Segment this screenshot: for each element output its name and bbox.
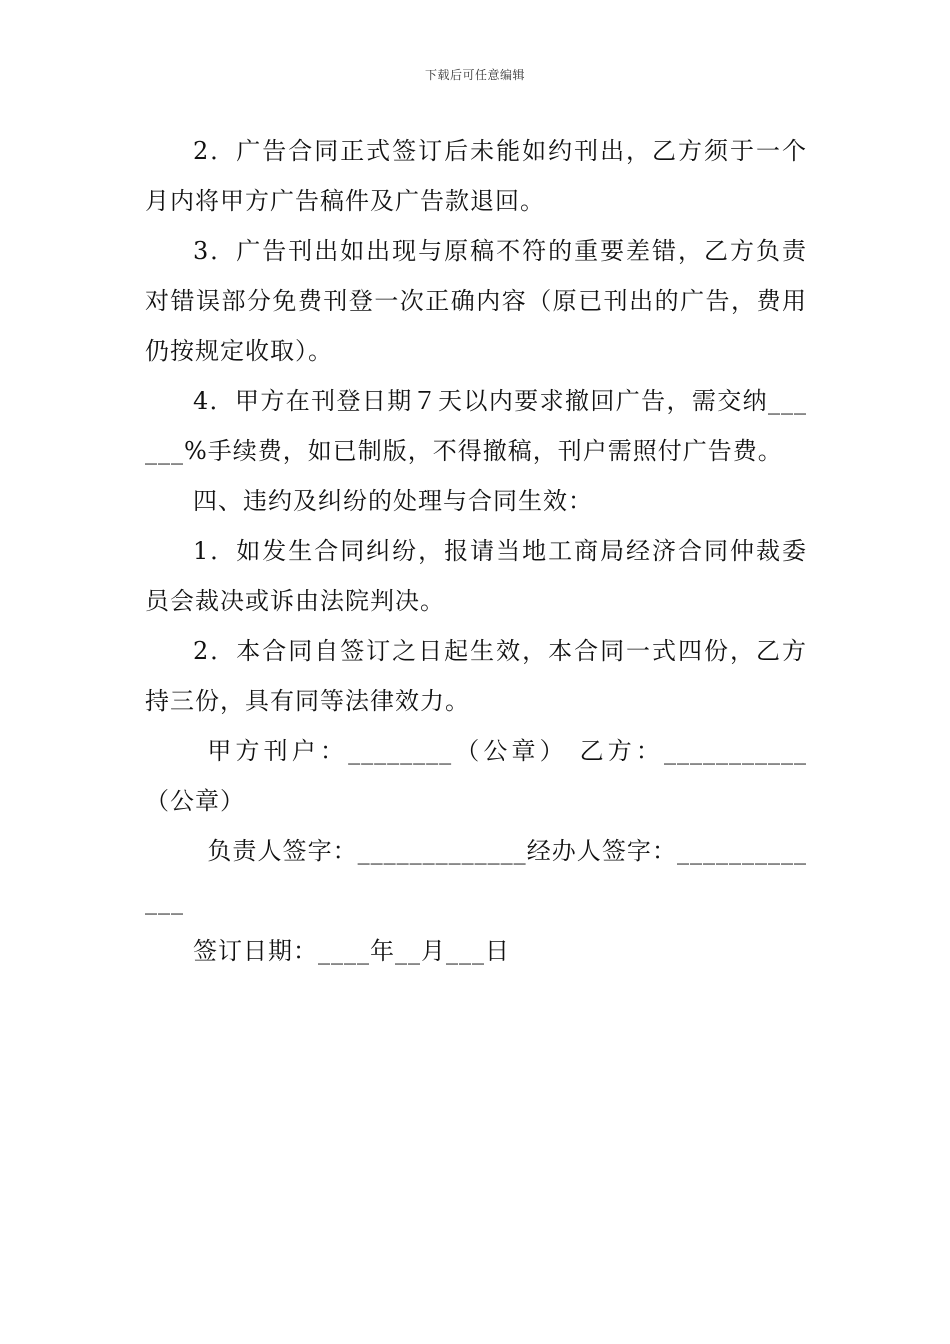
party-seal-line: 甲方刊户：________（公章） 乙方：___________（公章） <box>145 737 807 815</box>
clause-3-2: 2．广告合同正式签订后未能如约刊出，乙方须于一个月内将甲方广告稿件及广告款退回。 <box>145 137 807 215</box>
contract-body <box>145 126 807 976</box>
section-4-heading: 四、违约及纠纷的处理与合同生效： <box>193 487 593 515</box>
clause-3-3: 3．广告刊出如出现与原稿不符的重要差错，乙方负责对错误部分免费刊登一次正确内容（原已刊出的广告，费用仍按规定收取）。 <box>145 237 807 365</box>
signature-line: 负责人签字：_____________经办人签字：_____________ <box>145 837 807 915</box>
clause-4-1: 1．如发生合同纠纷，报请当地工商局经济合同仲裁委员会裁决或诉由法院判决。 <box>145 537 807 615</box>
clause-3-4: 4．甲方在刊登日期７天以内要求撤回广告，需交纳______%手续费，如已制版，不得撤稿，刊户需照付广告费。 <box>145 387 807 465</box>
clause-4-2: 2．本合同自签订之日起生效，本合同一式四份，乙方持三份，具有同等法律效力。 <box>145 637 807 715</box>
header-note: 下载后可任意编辑 <box>424 68 525 82</box>
signing-date-line: 签订日期：____年__月___日 <box>193 937 510 965</box>
